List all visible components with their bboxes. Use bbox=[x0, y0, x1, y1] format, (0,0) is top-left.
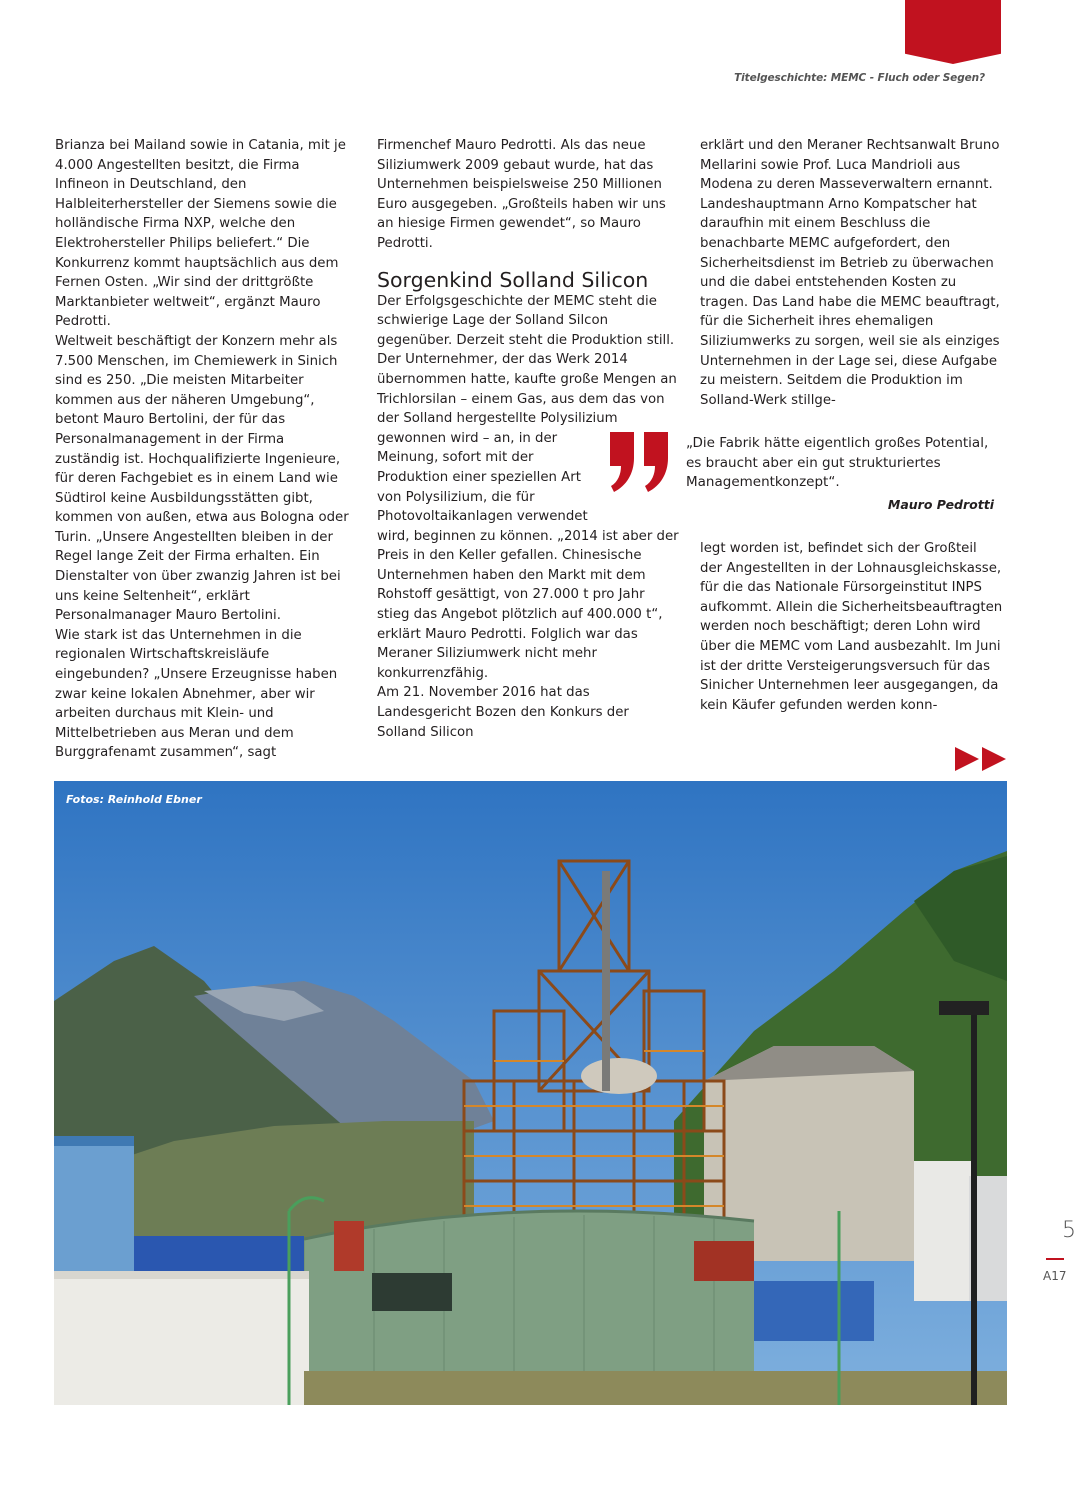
factory-illustration bbox=[54, 781, 1007, 1405]
page-number-rule bbox=[1046, 1258, 1064, 1260]
pull-quote: „Die Fabrik hätte eigentlich großes Potential, es braucht aber ein gut strukturiertes Managementkonzept“. bbox=[686, 435, 989, 491]
factory-photo bbox=[54, 781, 1007, 1405]
issue-label: A17 bbox=[1043, 1269, 1067, 1283]
page-number: 5 bbox=[1062, 1218, 1076, 1243]
paragraph-narrow: gewonnen wird – an, in der Meinung, sofort mit der Produktion einer speziellen Art von Polysilizium, die für Photovoltaikanlagen verwendet bbox=[377, 430, 588, 525]
column-3-continued bbox=[700, 539, 1003, 715]
running-head: Titelgeschichte: MEMC - Fluch oder Segen? bbox=[734, 72, 985, 84]
paragraph: Brianza bei Mailand sowie in Catania, mit je 4.000 Angestellten besitzt, die Firma Infineon in Deutschland, den Halbleiterhersteller der Siemens sowie die holländische Firma NXP, welche den Elektrohersteller Philips beliefert.“ Die Konkurrenz kommt hauptsächlich aus dem Fernen Osten. „Wir sind der drittgrößte Marktanbieter weltweit“, ergänzt Mauro Pedrotti. bbox=[55, 138, 346, 330]
paragraph: Weltweit beschäftigt der Konzern mehr als 7.500 Menschen, im Chemiewerk in Sinich sind es 250. „Die meisten Mitarbeiter kommen aus der näheren Umgebung“, betont Mauro Bertolini, der für das Personalmanagement in der Firma zuständig ist. Hochqualifizierte Ingenieure, für deren Fachgebiet es in einem Land wie Südtirol keine Ausbildungsstätten gibt, kommen von außen, etwa aus Bologna oder Turin. „Unsere Angestellten bleiben in der Regel lange Zeit der Firma erhalten. Ein Dienstalter von über zwanzig Jahren ist bei uns keine Seltenheit“, erklärt Personalmanager Mauro Bertolini. bbox=[55, 333, 349, 624]
paragraph: Firmenchef Mauro Pedrotti. Als das neue Siliziumwerk 2009 gebaut wurde, hat das Unternehmen beispielsweise 250 Millionen Euro ausgegeben. „Großteils haben wir uns an hiesige Firmen gewendet“, so Mauro Pedrotti. bbox=[377, 138, 666, 251]
photo-credit: Fotos: Reinhold Ebner bbox=[66, 793, 202, 806]
double-arrow-right-icon bbox=[955, 745, 1007, 773]
pull-quote-author: Mauro Pedrotti bbox=[887, 497, 994, 512]
section-subhead: Sorgenkind Solland Silicon bbox=[377, 267, 649, 292]
column-1 bbox=[55, 136, 352, 763]
paragraph: Am 21. November 2016 hat das Landesgericht Bozen den Konkurs der Solland Silicon bbox=[377, 685, 629, 740]
paragraph: wird, beginnen zu können. „2014 ist aber der Preis in den Keller gefallen. Chinesische Unternehmen haben den Markt mit dem Rohstoff gesättigt, von 27.000 t pro Jahr stieg das Angebot plötzlich auf 400.000 t“, erklärt Mauro Pedrotti. Folglich war das Meraner Siliziumwerk nicht mehr konkurrenzfähig. bbox=[377, 528, 679, 681]
paragraph: Wie stark ist das Unternehmen in die regionalen Wirtschaftskreisläufe eingebunden? „Unsere Erzeugnisse haben zwar keine lokalen Abnehmer, aber wir arbeiten durchaus mit Klein- und Mittelbetrieben aus Meran und dem Burggrafenamt zusammen“, sagt bbox=[55, 627, 338, 761]
column-3 bbox=[700, 136, 1003, 410]
quote-icon bbox=[606, 424, 676, 494]
paragraph: Der Erfolgsgeschichte der MEMC steht die schwierige Lage der Solland Silcon gegenüber. Derzeit steht die Produktion still. Der Unternehmer, der das Werk 2014 übernommen hatte, kaufte große Mengen an Trichlorsilan – einem Gas, aus dem das von der Solland hergestellte Polysilizium bbox=[377, 293, 677, 427]
red-header-tab bbox=[905, 0, 1001, 64]
paragraph: legt worden ist, befindet sich der Großteil der Angestellten in der Lohnausgleichskasse, für die das Nationale Fürsorgeinstitut INPS aufkommt. Allein die Sicherheitsbeauftragten werden noch beschäftigt; deren Lohn wird über die MEMC vom Land ausbezahlt. Im Juni ist der dritte Versteigerungsversuch für das Sinicher Unternehmen leer ausgegangen, da kein Käufer gefunden werden konn- bbox=[700, 541, 1003, 713]
paragraph: erklärt und den Meraner Rechtsanwalt Bruno Mellarini sowie Prof. Luca Mandrioli aus Modena zu deren Masseverwaltern ernannt. Landeshauptmann Arno Kompatscher hat daraufhin mit einem Beschluss die benachbarte MEMC aufgefordert, den Sicherheitsdienst im Betrieb zu überwachen und die dabei entstehenden Kosten zu tragen. Das Land habe die MEMC beauftragt, für die Sicherheit ihres ehemaligen Siliziumwerks zu sorgen, weil sie als einziges Unternehmen in der Lage sei, diese Aufgabe zu meistern. Seitdem die Produktion im Solland-Werk stillge- bbox=[700, 138, 1000, 408]
